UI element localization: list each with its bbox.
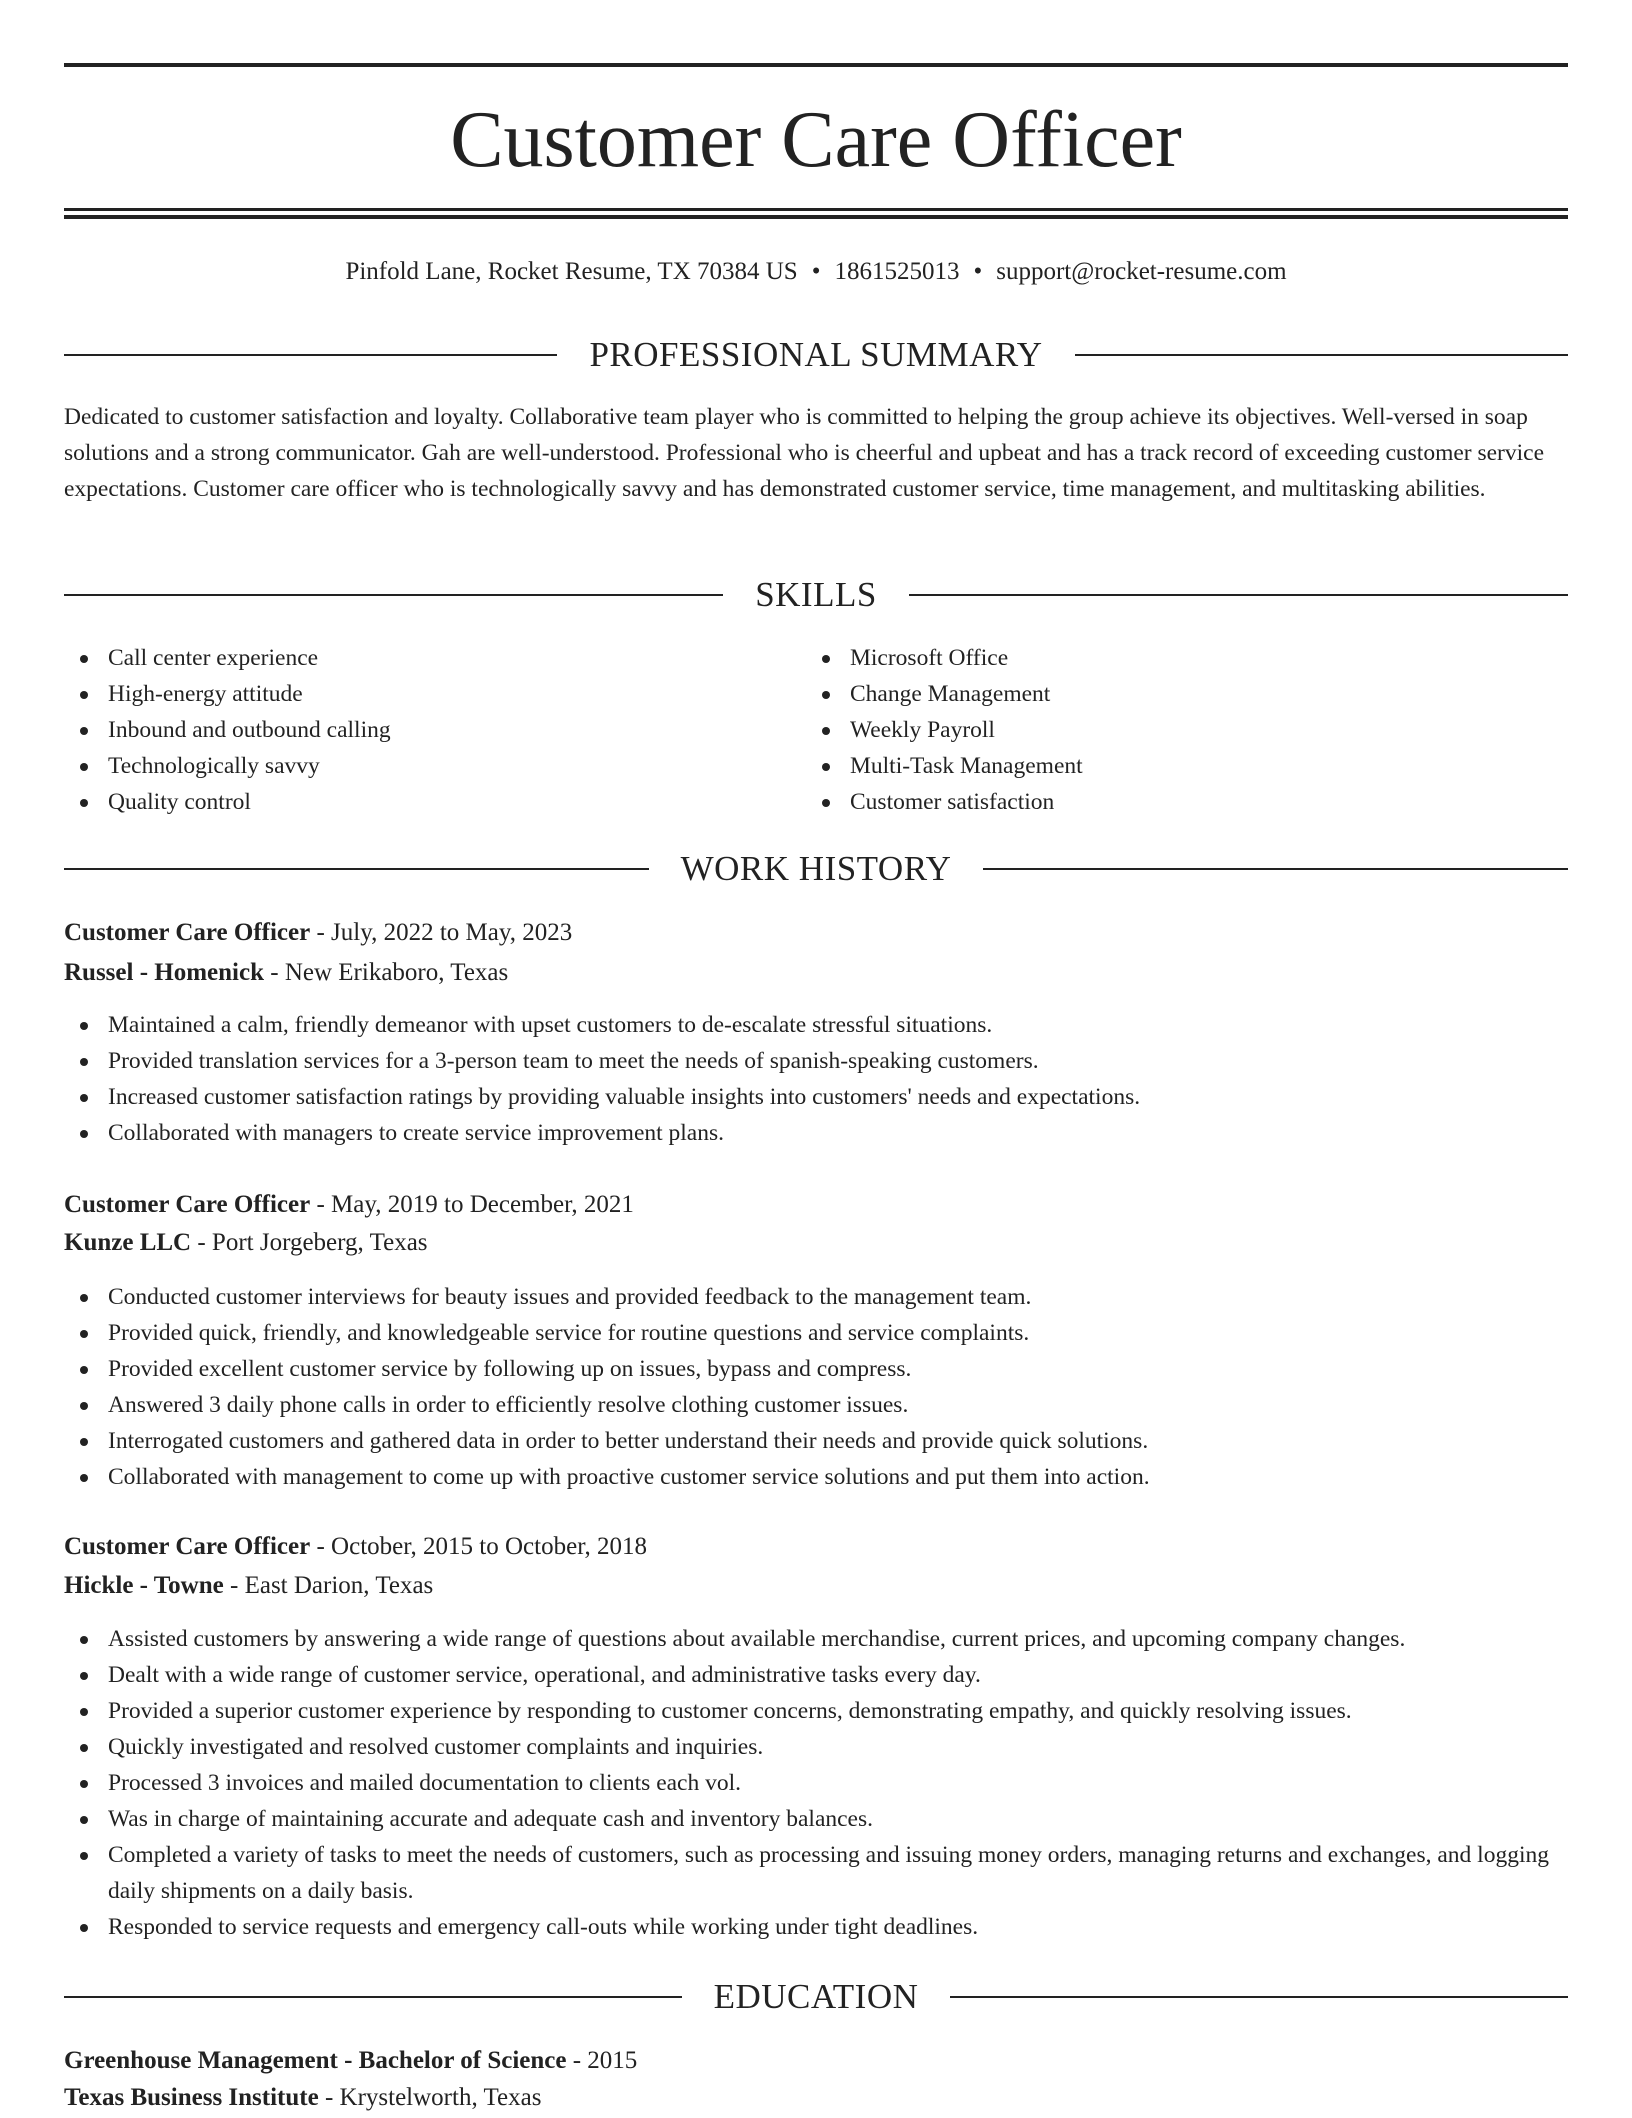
- skill-item: Call center experience: [64, 640, 804, 676]
- skill-item: Microsoft Office: [806, 640, 1546, 676]
- resume-title: Customer Care Officer: [450, 96, 1182, 184]
- section-title: SKILLS: [755, 575, 877, 614]
- top-rule: [64, 63, 1568, 67]
- education-degree: Greenhouse Management - Bachelor of Science: [64, 2047, 567, 2074]
- skill-item: Inbound and outbound calling: [64, 712, 804, 748]
- job-title: Customer Care Officer: [64, 919, 311, 946]
- job-bullet: Interrogated customers and gathered data in order to better understand their needs and provide quick solutions.: [64, 1423, 1568, 1459]
- job-bullet: Increased customer satisfaction ratings by providing valuable insights into customers' needs and expectations.: [64, 1079, 1568, 1115]
- job-dates: - July, 2022 to May, 2023: [310, 919, 573, 946]
- section-heading-skills: [64, 573, 1568, 617]
- contact-separator: •: [811, 258, 821, 285]
- skill-item: Weekly Payroll: [806, 712, 1546, 748]
- section-title: WORK HISTORY: [680, 849, 952, 888]
- title-rule-lower: [64, 215, 1568, 219]
- heading-rule: [1075, 354, 1568, 356]
- summary-paragraph: Dedicated to customer satisfaction and loyalty. Collaborative team player who is committed to helping the group achieve its objectives. Well-versed in soap solutions and a strong communicator. Gah are well-understood. Professional who is cheerful and upbeat and has a track record of exceeding customer service expectations. Customer care officer who is technologically savvy and has demonstrated customer service, time management, and multitasking abilities.: [64, 404, 1545, 502]
- contact-phone: 1861525013: [834, 258, 960, 285]
- job-title: Customer Care Officer: [64, 1533, 311, 1560]
- skill-item: Technologically savvy: [64, 748, 804, 784]
- skills-list-left: [64, 640, 804, 820]
- job-bullet: Provided excellent customer service by following up on issues, bypass and compress.: [64, 1351, 1568, 1387]
- heading-rule: [909, 594, 1568, 596]
- heading-rule: [64, 868, 649, 870]
- skills-list-right: [806, 640, 1546, 820]
- education-school: Texas Business Institute: [64, 2084, 319, 2111]
- job-bullet: Conducted customer interviews for beauty issues and provided feedback to the management team.: [64, 1279, 1568, 1315]
- job-location: - New Erikaboro, Texas: [264, 959, 509, 986]
- job-title: Customer Care Officer: [64, 1191, 311, 1218]
- heading-rule: [64, 1996, 682, 1998]
- title-rule-upper: [64, 208, 1568, 211]
- job-company-line: [64, 1566, 1568, 1606]
- job-bullet: Quickly investigated and resolved customer complaints and inquiries.: [64, 1729, 1568, 1765]
- job-company: Russel - Homenick: [64, 959, 264, 986]
- contact-email: support@rocket-resume.com: [996, 258, 1287, 285]
- job-title-line: [64, 1185, 1568, 1225]
- job-bullet: Provided a superior customer experience by responding to customer concerns, demonstrating empathy, and quickly resolving issues.: [64, 1693, 1568, 1729]
- contact-address: Pinfold Lane, Rocket Resume, TX 70384 US: [345, 258, 798, 285]
- skill-item: Change Management: [806, 676, 1546, 712]
- job-dates: - May, 2019 to December, 2021: [310, 1191, 634, 1218]
- job-bullet: Was in charge of maintaining accurate and adequate cash and inventory balances.: [64, 1801, 1568, 1837]
- job-bullets: [64, 1007, 1568, 1151]
- education-year: - 2015: [566, 2047, 638, 2074]
- job-bullet: Collaborated with managers to create service improvement plans.: [64, 1115, 1568, 1151]
- job-company: Kunze LLC: [64, 1229, 192, 1256]
- education-school-line: [64, 2078, 1568, 2118]
- job-bullet: Processed 3 invoices and mailed documentation to clients each vol.: [64, 1765, 1568, 1801]
- skill-item: Customer satisfaction: [806, 784, 1546, 820]
- heading-rule: [64, 594, 723, 596]
- heading-rule: [983, 868, 1568, 870]
- job-bullet: Provided quick, friendly, and knowledgeable service for routine questions and service complaints.: [64, 1315, 1568, 1351]
- section-heading-summary: [64, 333, 1568, 377]
- section-title: EDUCATION: [713, 1977, 919, 2016]
- job-bullet: Provided translation services for a 3-person team to meet the needs of spanish-speaking customers.: [64, 1043, 1568, 1079]
- job-bullet: Dealt with a wide range of customer service, operational, and administrative tasks every day.: [64, 1657, 1568, 1693]
- job-bullet: Responded to service requests and emergency call-outs while working under tight deadlines.: [64, 1909, 1568, 1945]
- education-location: - Krystelworth, Texas: [318, 2084, 542, 2111]
- section-heading-work-history: [64, 847, 1568, 891]
- job-bullet: Completed a variety of tasks to meet the needs of customers, such as processing and issuing money orders, managing returns and exchanges, and logging daily shipments on a daily basis.: [64, 1837, 1568, 1909]
- job-bullet: Answered 3 daily phone calls in order to efficiently resolve clothing customer issues.: [64, 1387, 1568, 1423]
- contact-separator: •: [973, 258, 983, 285]
- education-degree-line: [64, 2041, 1568, 2081]
- job-company: Hickle - Towne: [64, 1572, 224, 1599]
- job-title-line: [64, 1527, 1568, 1567]
- job-bullet: Collaborated with management to come up with proactive customer service solutions and put them into action.: [64, 1459, 1568, 1495]
- job-location: - East Darion, Texas: [223, 1572, 434, 1599]
- job-title-line: [64, 913, 1568, 953]
- job-location: - Port Jorgeberg, Texas: [191, 1229, 428, 1256]
- contact-line: [64, 252, 1568, 292]
- job-company-line: [64, 953, 1568, 993]
- skill-item: Multi-Task Management: [806, 748, 1546, 784]
- skill-item: Quality control: [64, 784, 804, 820]
- job-bullets: [64, 1279, 1568, 1495]
- heading-rule: [950, 1996, 1568, 1998]
- job-bullet: Assisted customers by answering a wide range of questions about available merchandise, current prices, and upcoming company changes.: [64, 1621, 1568, 1657]
- heading-rule: [64, 354, 557, 356]
- job-dates: - October, 2015 to October, 2018: [310, 1533, 648, 1560]
- skill-item: High-energy attitude: [64, 676, 804, 712]
- section-heading-education: [64, 1975, 1568, 2019]
- job-bullet: Maintained a calm, friendly demeanor with upset customers to de-escalate stressful situations.: [64, 1007, 1568, 1043]
- job-company-line: [64, 1223, 1568, 1263]
- job-bullets: [64, 1621, 1568, 1945]
- section-title: PROFESSIONAL SUMMARY: [589, 335, 1043, 374]
